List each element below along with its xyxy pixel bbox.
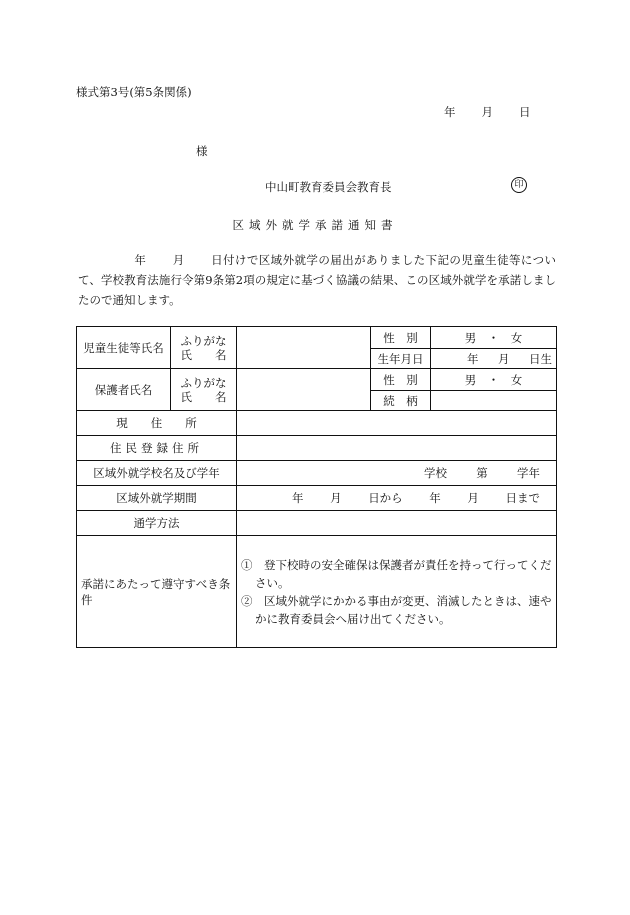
student-row-1 — [77, 327, 557, 349]
school-input[interactable] — [237, 461, 557, 486]
application-table — [76, 326, 557, 648]
address-input[interactable] — [237, 411, 557, 436]
birth-year: 年 — [467, 351, 479, 366]
name-label: 氏 名 — [180, 347, 227, 362]
school-word: 学校 — [424, 466, 447, 480]
student-sex-label: 性 別 — [371, 327, 431, 349]
addressee-suffix: 様 — [196, 144, 208, 158]
birthdate-label: 生年月日 — [371, 349, 431, 369]
period-input[interactable] — [237, 486, 557, 511]
guardian-name-label: 保護者氏名 — [77, 369, 171, 411]
period-row — [77, 486, 557, 511]
school-row — [77, 461, 557, 486]
body-year: 年 — [134, 253, 147, 267]
from-year: 年 — [292, 491, 304, 505]
guardian-sex-options[interactable]: 男 ・ 女 — [431, 369, 557, 391]
condition-item: ① 登下校時の安全確保は保護者が責任を持って行ってください。 — [241, 557, 552, 590]
condition-item: ② 区域外就学にかかる事由が変更、消滅したときは、速やかに教育委員会へ届け出てください。 — [241, 593, 552, 626]
period-label: 区域外就学期間 — [77, 486, 237, 511]
birth-day: 日生 — [529, 351, 552, 366]
body-month: 月 — [172, 253, 185, 267]
commute-label: 通学方法 — [77, 511, 237, 536]
grade-dai: 第 — [476, 466, 488, 480]
seal-mark: 印 — [511, 177, 527, 193]
issue-date — [444, 104, 531, 120]
conditions-label: 承諾にあたって遵守すべき条件 — [77, 536, 237, 648]
relation-input[interactable] — [431, 391, 557, 411]
commute-input[interactable] — [237, 511, 557, 536]
body-first-line: 日付けで区域外就学の届出がありました下記の児童生徒等につい — [210, 253, 557, 267]
student-name-input[interactable] — [237, 327, 371, 369]
date-year: 年 — [444, 105, 456, 119]
school-label: 区域外就学校名及び学年 — [77, 461, 237, 486]
registry-row — [77, 436, 557, 461]
student-name-label: 児童生徒等氏名 — [77, 327, 171, 369]
guardian-sex-label: 性 別 — [371, 369, 431, 391]
address-row — [77, 411, 557, 436]
form-number: 様式第3号(第5条関係) — [76, 85, 192, 99]
relation-label: 続 柄 — [371, 391, 431, 411]
student-furigana-cell — [171, 327, 237, 369]
conditions-row — [77, 536, 557, 648]
guardian-name-input[interactable] — [237, 369, 371, 411]
registry-label: 住民登録住所 — [77, 436, 237, 461]
to-year: 年 — [429, 491, 441, 505]
issuer: 中山町教育委員会教育長 — [265, 180, 392, 194]
guardian-furigana-cell — [171, 369, 237, 411]
to-day: 日まで — [505, 491, 540, 505]
name-label: 氏 名 — [180, 389, 227, 404]
commute-row — [77, 511, 557, 536]
furigana-label: ふりがな — [180, 375, 227, 390]
student-sex-options[interactable]: 男 ・ 女 — [431, 327, 557, 349]
date-month: 月 — [481, 105, 493, 119]
date-day: 日 — [519, 105, 531, 119]
grade-word: 学年 — [517, 466, 540, 480]
registry-input[interactable] — [237, 436, 557, 461]
to-month: 月 — [467, 491, 479, 505]
address-label: 現 住 所 — [77, 411, 237, 436]
from-day: 日から — [368, 491, 403, 505]
guardian-row-1 — [77, 369, 557, 391]
document-title: 区域外就学承諾通知書 — [232, 218, 398, 232]
notice-body — [78, 250, 556, 310]
conditions-text — [237, 536, 557, 648]
furigana-label: ふりがな — [180, 333, 227, 348]
birthdate-value[interactable] — [431, 349, 557, 369]
body-rest: て、学校教育法施行令第9条第2項の規定に基づく協議の結果、この区域外就学を承諾しましたので通知します。 — [78, 273, 556, 307]
birth-month: 月 — [498, 351, 510, 366]
from-month: 月 — [330, 491, 342, 505]
